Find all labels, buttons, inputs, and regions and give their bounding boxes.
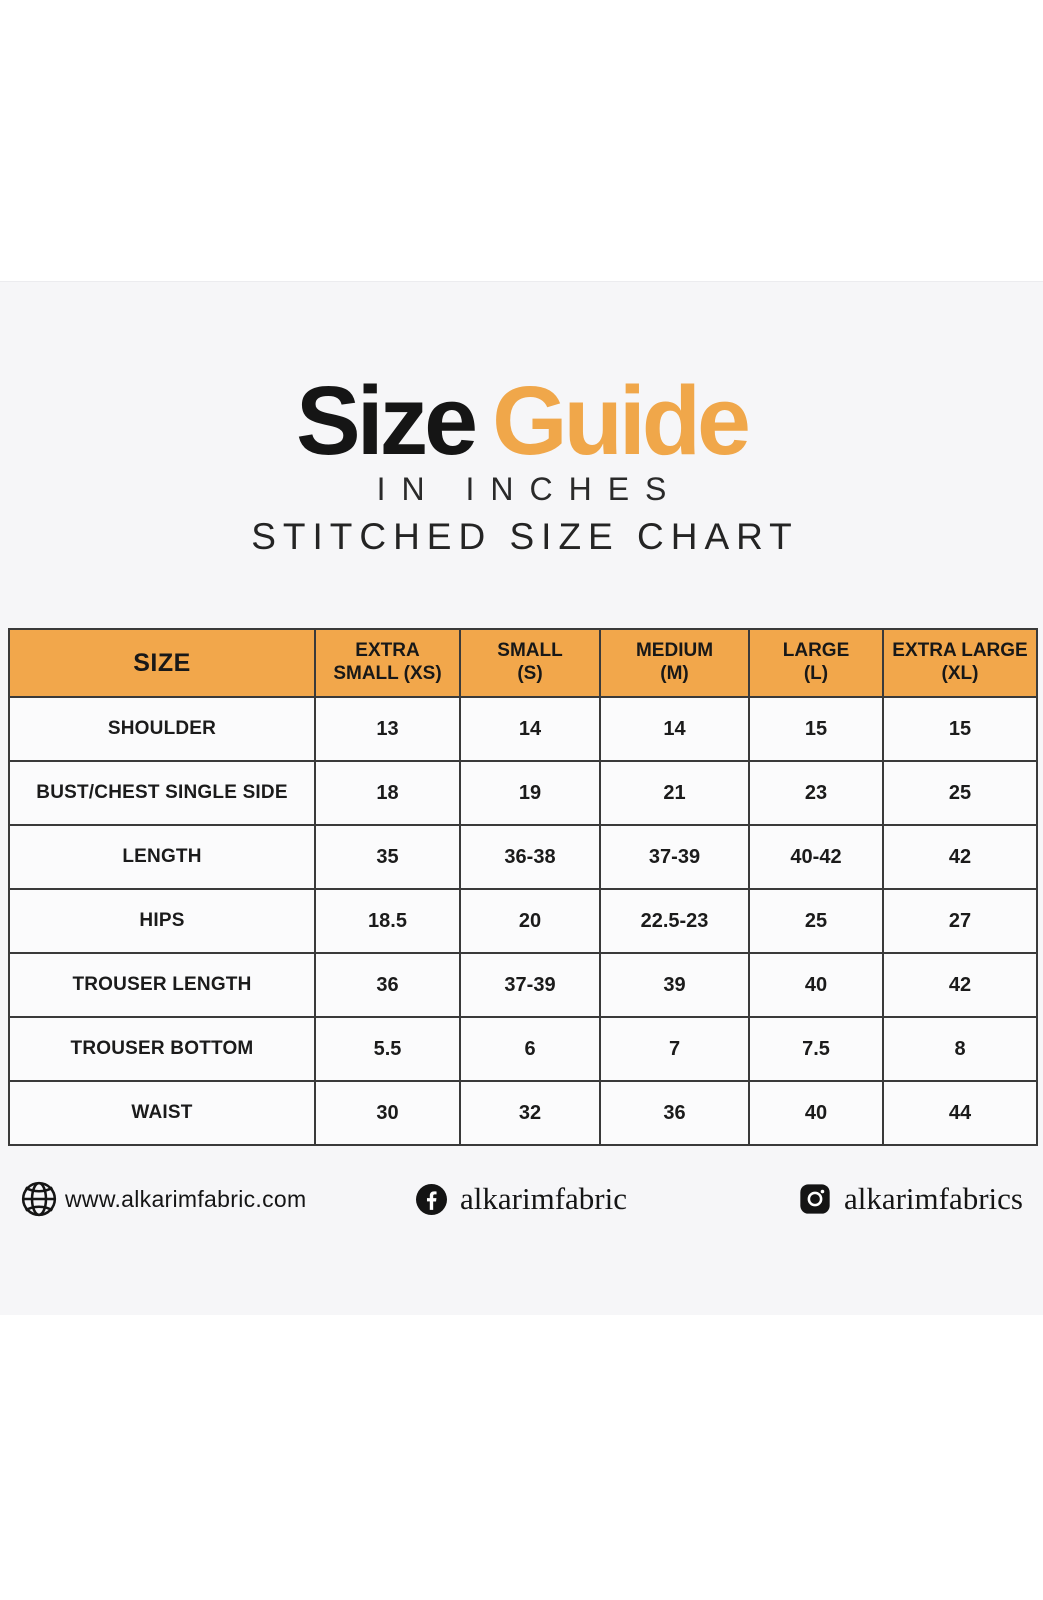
footer [0,1166,1043,1232]
header-l-line1: LARGE [782,640,850,662]
globe-icon [20,1180,58,1218]
cell-value: 7.5 [749,1017,883,1081]
row-label: HIPS [9,889,315,953]
header-xs-line1: EXTRA [355,640,420,662]
cell-value: 42 [883,825,1037,889]
table-row-trouser-length [9,953,1037,1017]
header-xl-line2: (XL) [941,663,979,684]
cell-value: 19 [460,761,600,825]
header-extra-large [883,629,1037,697]
header-m-line2: (M) [660,663,689,684]
header-s-line1: SMALL [497,640,563,662]
header-medium [600,629,749,697]
cell-value: 13 [315,697,460,761]
cell-value: 18.5 [315,889,460,953]
table-row-length [9,825,1037,889]
size-chart-table [8,628,1038,1146]
instagram-icon [799,1183,831,1215]
subtitle-in-inches: IN INCHES [376,471,683,507]
instagram-handle: alkarimfabrics [843,1181,1023,1216]
cell-value: 18 [315,761,460,825]
table-row-shoulder [9,697,1037,761]
table-row-trouser-bottom [9,1017,1037,1081]
subtitle-stitched-size-chart: STITCHED SIZE CHART [251,516,799,557]
cell-value: 23 [749,761,883,825]
footer-facebook [416,1181,627,1217]
header-l-line2: (L) [803,663,829,684]
header-extra-small [315,629,460,697]
cell-value: 36-38 [460,825,600,889]
row-label: WAIST [9,1081,315,1145]
table-row-hips [9,889,1037,953]
cell-value: 27 [883,889,1037,953]
table-row-bust-chest [9,761,1037,825]
cell-value: 36 [600,1081,749,1145]
cell-value: 5.5 [315,1017,460,1081]
cell-value: 40 [749,1081,883,1145]
row-label: TROUSER BOTTOM [9,1017,315,1081]
facebook-handle: alkarimfabric [460,1181,627,1216]
cell-value: 44 [883,1081,1037,1145]
row-label: LENGTH [9,825,315,889]
cell-value: 37-39 [600,825,749,889]
header-xl-line1: EXTRA LARGE [892,640,1028,662]
footer-instagram [799,1181,1023,1217]
cell-value: 36 [315,953,460,1017]
page-title-size: Size [296,366,475,475]
cell-value: 32 [460,1081,600,1145]
facebook-icon [416,1184,447,1215]
cell-value: 25 [749,889,883,953]
cell-value: 14 [600,697,749,761]
cell-value: 37-39 [460,953,600,1017]
header-s-line2: (S) [517,663,543,684]
cell-value: 30 [315,1081,460,1145]
cell-value: 22.5-23 [600,889,749,953]
cell-value: 42 [883,953,1037,1017]
cell-value: 39 [600,953,749,1017]
cell-value: 25 [883,761,1037,825]
row-label: BUST/CHEST SINGLE SIDE [9,761,315,825]
website-url: www.alkarimfabric.com [65,1185,307,1212]
row-label: SHOULDER [9,697,315,761]
row-label: TROUSER LENGTH [9,953,315,1017]
page-title-guide: Guide [492,366,747,475]
header-row [9,629,1037,697]
cell-value: 14 [460,697,600,761]
cell-value: 20 [460,889,600,953]
cell-value: 40-42 [749,825,883,889]
header-size-label: SIZE [133,649,191,677]
header-xs-line2: SMALL (XS) [333,663,442,684]
cell-value: 21 [600,761,749,825]
cell-value: 15 [749,697,883,761]
cell-value: 15 [883,697,1037,761]
header-large [749,629,883,697]
header-m-line1: MEDIUM [635,640,714,662]
cell-value: 7 [600,1017,749,1081]
footer-website [20,1180,306,1218]
cell-value: 35 [315,825,460,889]
header-small [460,629,600,697]
cell-value: 8 [883,1017,1037,1081]
cell-value: 6 [460,1017,600,1081]
header-size [9,629,315,697]
cell-value: 40 [749,953,883,1017]
page-title [0,366,1043,475]
table-row-waist [9,1081,1037,1145]
